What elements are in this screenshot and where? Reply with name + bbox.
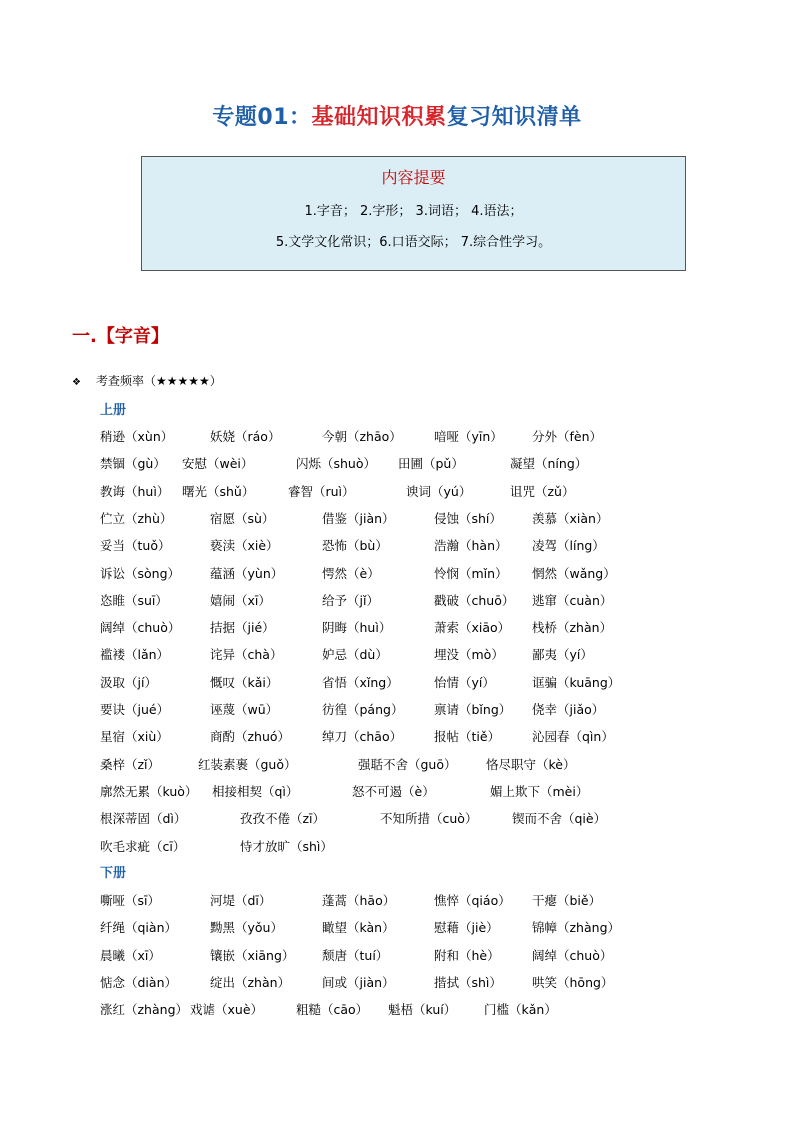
section-heading: 一.【字音】	[72, 326, 169, 347]
word-item: 锦幛（zhàng）	[532, 920, 621, 936]
word-item: 廓然无累（kuò）	[100, 783, 198, 799]
word-item: 凝望（níng）	[510, 456, 588, 472]
word-item: 吹毛求疵（cī）	[100, 838, 186, 854]
word-item: 星宿（xiù）	[100, 729, 169, 745]
word-item: 晨曦（xī）	[100, 947, 161, 963]
word-item: 恃才放旷（shì）	[240, 838, 333, 854]
word-item: 桑梓（zǐ）	[100, 756, 161, 772]
title-prefix: 专题01：	[212, 105, 312, 130]
word-item: 纤绳（qiàn）	[100, 920, 177, 936]
word-item: 妥当（tuǒ）	[100, 538, 171, 554]
word-item: 惦念（diàn）	[100, 974, 177, 990]
word-item: 栈桥（zhàn）	[532, 620, 613, 636]
word-item: 涨红（zhàng）	[100, 1002, 189, 1018]
word-item: 谀词（yú）	[406, 483, 472, 499]
word-item: 附和（hè）	[434, 947, 500, 963]
word-item: 稍逊（xùn）	[100, 429, 174, 444]
word-item: 曙光（shǔ）	[182, 483, 255, 499]
word-item: 沁园春（qìn）	[532, 729, 614, 745]
word-item: 绽出（zhàn）	[210, 974, 291, 990]
word-item: 门槛（kǎn）	[484, 1002, 557, 1018]
word-item: 媚上欺下（mèi）	[490, 783, 589, 799]
word-item: 凌驾（líng）	[532, 538, 605, 554]
word-item: 安慰（wèi）	[182, 456, 254, 472]
content-summary-box	[141, 156, 686, 271]
word-item: 不知所措（cuò）	[380, 811, 478, 827]
word-item: 亵渎（xiè）	[210, 538, 279, 554]
word-item: 戳破（chuō）	[434, 592, 515, 608]
word-item: 愕然（è）	[322, 565, 380, 581]
title-highlight: 基础知识积累	[311, 105, 447, 130]
word-item: 嬉闹（xī）	[210, 592, 271, 608]
word-item: 报帖（tiě）	[434, 729, 501, 745]
word-item: 嘶哑（sī）	[100, 893, 160, 908]
word-item: 恣睢（suī）	[100, 592, 168, 608]
summary-line-1: 1.字音； 2.字形； 3.词语； 4.语法；	[304, 204, 523, 219]
word-item: 要诀（jué）	[100, 702, 170, 717]
word-item: 憔悴（qiáo）	[434, 893, 511, 908]
word-item: 商酌（zhuó）	[210, 729, 291, 745]
word-item: 侵蚀（shí）	[434, 510, 502, 526]
diamond-bullet-icon: ❖	[72, 377, 81, 388]
word-item: 镶嵌（xiāng）	[210, 947, 295, 963]
word-item: 诧异（chà）	[210, 647, 283, 663]
word-item: 浩瀚（hàn）	[434, 538, 508, 554]
word-item: 诉讼（sòng）	[100, 565, 181, 581]
word-item: 睿智（ruì）	[288, 483, 355, 499]
word-item: 伫立（zhù）	[100, 510, 173, 526]
word-item: 拮据（jié）	[210, 620, 275, 636]
volume-2-heading: 下册	[100, 866, 127, 881]
word-item: 诅咒（zǔ）	[510, 483, 575, 499]
title-suffix: 复习知识清单	[446, 105, 582, 130]
word-item: 田圃（pǔ）	[398, 456, 464, 472]
word-item: 慨叹（kǎi）	[210, 674, 279, 690]
word-item: 河堤（dī）	[210, 893, 272, 908]
word-item: 给予（jǐ）	[322, 592, 379, 608]
word-item: 根深蒂固（dì）	[100, 811, 187, 827]
word-item: 怜悯（mǐn）	[434, 565, 508, 581]
word-item: 埋没（mò）	[434, 647, 504, 663]
word-item: 粗糙（cāo）	[296, 1002, 369, 1018]
word-item: 黝黑（yǒu）	[210, 920, 283, 936]
summary-line-2: 5.文学文化常识；6.口语交际； 7.综合性学习。	[275, 235, 552, 250]
word-item: 今朝（zhāo）	[322, 429, 402, 444]
word-item: 干瘪（biě）	[532, 893, 602, 908]
word-item: 禁锢（gù）	[100, 456, 166, 472]
word-item: 褴褛（lǎn）	[100, 647, 170, 663]
word-item: 萧索（xiāo）	[434, 620, 511, 636]
word-item: 鄙夷（yí）	[532, 647, 593, 663]
word-item: 省悟（xǐng）	[322, 674, 399, 690]
word-item: 绰刀（chāo）	[322, 729, 403, 745]
word-item: 汲取（jí）	[100, 674, 157, 690]
word-item: 阔绰（chuò）	[532, 947, 613, 963]
word-item: 蓬蒿（hāo）	[322, 893, 396, 908]
volume-1-heading: 上册	[100, 403, 127, 418]
word-item: 蕴涵（yùn）	[210, 565, 284, 581]
page-title	[0, 100, 794, 131]
word-item: 闪烁（shuò）	[296, 456, 377, 472]
word-item: 魁梧（kuí）	[388, 1002, 457, 1018]
word-item: 羡慕（xiàn）	[532, 510, 609, 526]
summary-heading: 内容提要	[381, 168, 446, 187]
word-item: 侥幸（jiǎo）	[532, 702, 605, 717]
word-item: 宿愿（sù）	[210, 510, 275, 526]
word-item: 妖娆（ráo）	[210, 429, 281, 444]
word-item: 相接相契（qì）	[212, 783, 299, 799]
word-item: 诬蔑（wū）	[210, 702, 279, 717]
word-item: 锲而不舍（qiè）	[512, 811, 607, 827]
word-item: 禀请（bǐng）	[434, 702, 512, 717]
frequency-line	[72, 372, 222, 389]
word-item: 彷徨（páng）	[322, 702, 404, 717]
word-item: 戏谑（xuè）	[190, 1002, 264, 1018]
word-item: 惘然（wǎng）	[532, 565, 616, 581]
word-item: 恐怖（bù）	[322, 538, 388, 554]
word-item: 怡情（yí）	[434, 674, 495, 690]
word-item: 借鉴（jiàn）	[322, 510, 395, 526]
word-item: 揩拭（shì）	[434, 974, 502, 990]
word-item: 瞰望（kàn）	[322, 920, 395, 936]
frequency-label: 考查频率（★★★★★）	[96, 374, 222, 388]
word-item: 红装素裹（guǒ）	[198, 756, 297, 772]
word-item: 间或（jiàn）	[322, 974, 395, 990]
word-item: 颓唐（tuí）	[322, 947, 389, 963]
word-item: 哄笑（hōng）	[532, 974, 614, 990]
word-item: 喑哑（yīn）	[434, 429, 503, 444]
word-item: 孜孜不倦（zī）	[240, 811, 326, 827]
word-item: 逃窜（cuàn）	[532, 592, 613, 608]
word-item: 诓骗（kuāng）	[532, 674, 621, 690]
word-item: 强聒不舍（guō）	[358, 756, 457, 772]
word-item: 教诲（huì）	[100, 483, 170, 499]
word-item: 阴晦（huì）	[322, 620, 392, 636]
word-item: 阔绰（chuò）	[100, 620, 181, 636]
word-item: 慰藉（jiè）	[434, 920, 499, 936]
word-item: 怒不可遏（è）	[352, 783, 435, 799]
word-item: 妒忌（dù）	[322, 647, 388, 663]
word-item: 恪尽职守（kè）	[486, 756, 576, 772]
word-item: 分外（fèn）	[532, 429, 603, 444]
